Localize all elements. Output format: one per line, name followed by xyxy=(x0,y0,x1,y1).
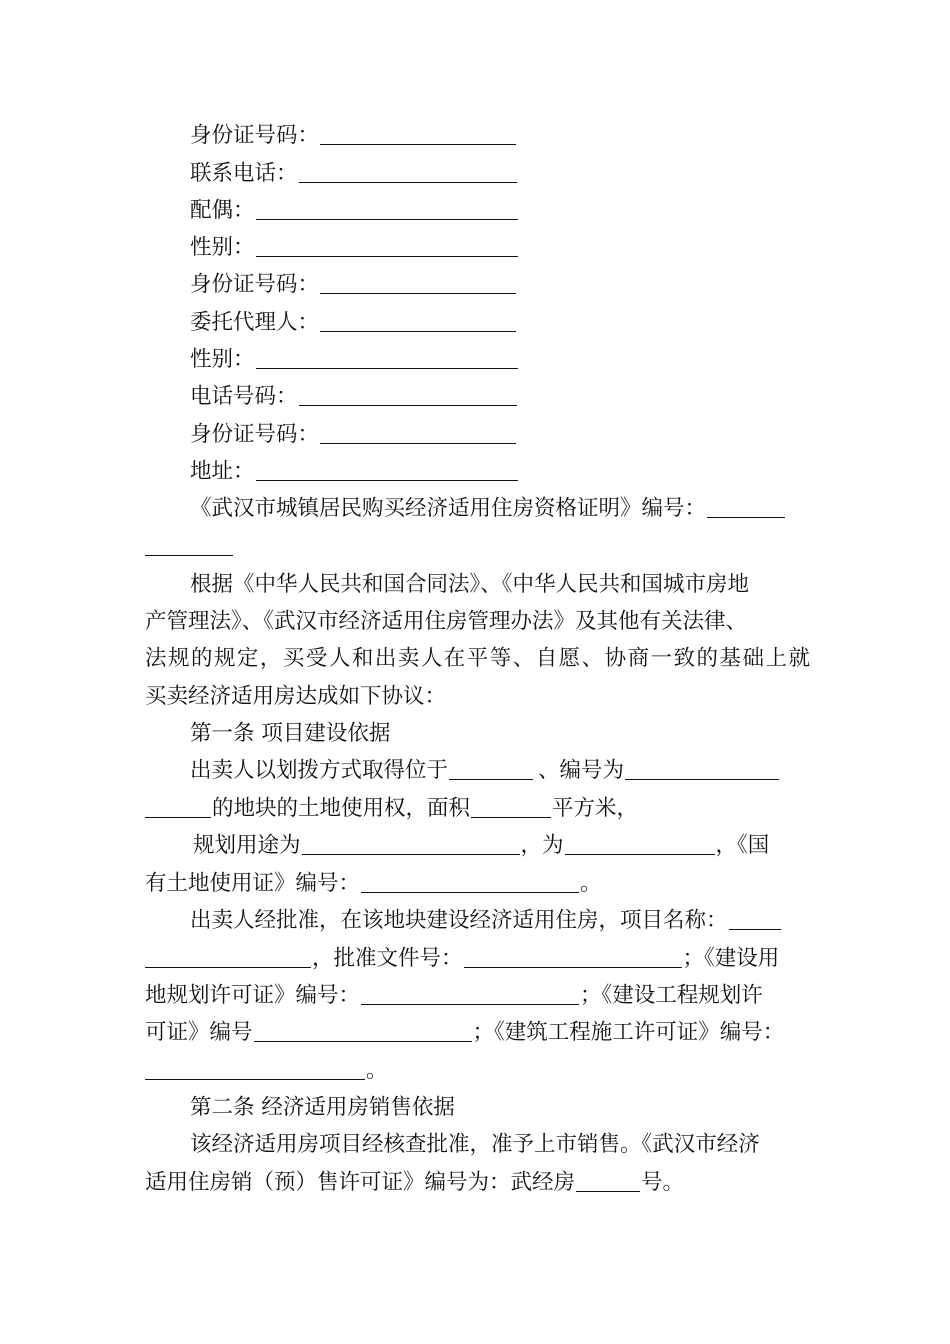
text-segment: 。 xyxy=(366,1058,388,1083)
id-number-field-3 xyxy=(190,416,810,454)
text-segment: 号。 xyxy=(641,1170,685,1195)
field-label: 联系电话： xyxy=(190,161,298,186)
field-label: 身份证号码： xyxy=(190,422,320,447)
gender-field-1 xyxy=(190,229,810,267)
fill-blank[interactable] xyxy=(145,531,233,556)
article-1-para-1 xyxy=(190,752,810,790)
text-segment: ，为 xyxy=(520,833,564,858)
text-segment: 的地块的土地使用权，面积 xyxy=(212,796,471,821)
address-field xyxy=(190,453,810,491)
article-1-title: 第一条 项目建设依据 xyxy=(190,721,391,746)
text-segment: ；《建设用 xyxy=(682,946,780,971)
article-1-para-3-line-5 xyxy=(145,1052,810,1090)
fill-blank[interactable] xyxy=(449,755,533,780)
fill-blank[interactable] xyxy=(302,830,520,855)
certificate-label: 《武汉市城镇居民购买经济适用住房资格证明》编号： xyxy=(190,496,707,521)
fill-blank[interactable] xyxy=(729,905,781,930)
fill-blank[interactable] xyxy=(256,232,518,257)
article-1-para-3-line-2 xyxy=(145,940,810,978)
fill-blank[interactable] xyxy=(145,1055,365,1080)
text-segment: ；《建设工程规划许 xyxy=(580,983,763,1008)
field-label: 地址： xyxy=(190,459,255,484)
fill-blank[interactable] xyxy=(145,793,211,818)
fill-blank[interactable] xyxy=(320,120,516,145)
field-label: 身份证号码： xyxy=(190,123,320,148)
fill-blank[interactable] xyxy=(576,1167,640,1192)
text-segment: ，批准文件号： xyxy=(312,946,463,971)
field-label: 身份证号码： xyxy=(190,272,320,297)
text-segment: 出卖人以划拨方式取得位于 xyxy=(190,758,449,783)
article-2-para-1-continued xyxy=(145,1164,810,1202)
preamble-line: 根据《中华人民共和国合同法》、《中华人民共和国城市房地 xyxy=(190,572,750,597)
agent-field xyxy=(190,304,810,342)
article-1-para-3 xyxy=(190,902,810,940)
field-label: 电话号码： xyxy=(190,384,298,409)
fill-blank[interactable] xyxy=(320,307,516,332)
text-segment: 出卖人经批准，在该地块建设经济适用住房，项目名称： xyxy=(190,908,728,933)
gender-field-2 xyxy=(190,341,810,379)
text-segment: 、编号为 xyxy=(538,758,625,783)
article-1-para-2 xyxy=(193,827,810,865)
text-segment: ，《国 xyxy=(715,833,770,858)
preamble-line: 法规的规定，买受人和出卖人在平等、自愿、协商一致的基础上就 xyxy=(145,646,810,671)
preamble-line: 产管理法》、《武汉市经济适用住房管理办法》及其他有关法律、 xyxy=(145,609,748,634)
fill-blank[interactable] xyxy=(299,158,517,183)
certificate-field-continued xyxy=(145,528,810,566)
fill-blank[interactable] xyxy=(256,344,518,369)
fill-blank[interactable] xyxy=(625,755,779,780)
fill-blank[interactable] xyxy=(256,195,518,220)
fill-blank[interactable] xyxy=(707,493,785,518)
field-label: 配偶： xyxy=(190,198,255,223)
preamble-line: 买卖经济适用房达成如下协议： xyxy=(145,684,447,709)
article-1-para-2-continued xyxy=(145,865,810,903)
article-1-para-3-line-3 xyxy=(145,977,810,1015)
fill-blank[interactable] xyxy=(320,269,516,294)
fill-blank[interactable] xyxy=(256,456,518,481)
field-label: 性别： xyxy=(190,347,255,372)
text-segment: 有土地使用证》编号： xyxy=(145,871,361,896)
text-segment: 可证》编号 xyxy=(145,1020,253,1045)
text-segment: ；《建筑工程施工许可证》编号： xyxy=(472,1020,785,1045)
text-segment: 。 xyxy=(580,871,602,896)
field-label: 委托代理人： xyxy=(190,310,320,335)
article-2-para-1: 该经济适用房项目经核查批准，准予上市销售。《武汉市经济 xyxy=(190,1132,760,1157)
field-label: 性别： xyxy=(190,235,255,260)
text-segment: 地规划许可证》编号： xyxy=(145,983,361,1008)
id-number-field-1 xyxy=(190,117,810,155)
fill-blank[interactable] xyxy=(361,980,579,1005)
fill-blank[interactable] xyxy=(471,793,551,818)
tel-field xyxy=(190,378,810,416)
fill-blank[interactable] xyxy=(145,943,311,968)
fill-blank[interactable] xyxy=(299,381,517,406)
article-2-title: 第二条 经济适用房销售依据 xyxy=(190,1095,455,1120)
phone-field xyxy=(190,155,810,193)
fill-blank[interactable] xyxy=(464,943,682,968)
id-number-field-2 xyxy=(190,266,810,304)
text-segment: 规划用途为 xyxy=(193,833,301,858)
article-1-para-3-line-4 xyxy=(145,1014,810,1052)
fill-blank[interactable] xyxy=(361,868,579,893)
fill-blank[interactable] xyxy=(565,830,715,855)
spouse-field xyxy=(190,192,810,230)
fill-blank[interactable] xyxy=(320,419,516,444)
text-segment: 适用住房销（预）售许可证》编号为：武经房 xyxy=(145,1170,576,1195)
certificate-field xyxy=(190,490,810,528)
text-segment: 平方米， xyxy=(552,796,639,821)
fill-blank[interactable] xyxy=(254,1017,472,1042)
article-1-para-1-continued xyxy=(145,790,810,828)
